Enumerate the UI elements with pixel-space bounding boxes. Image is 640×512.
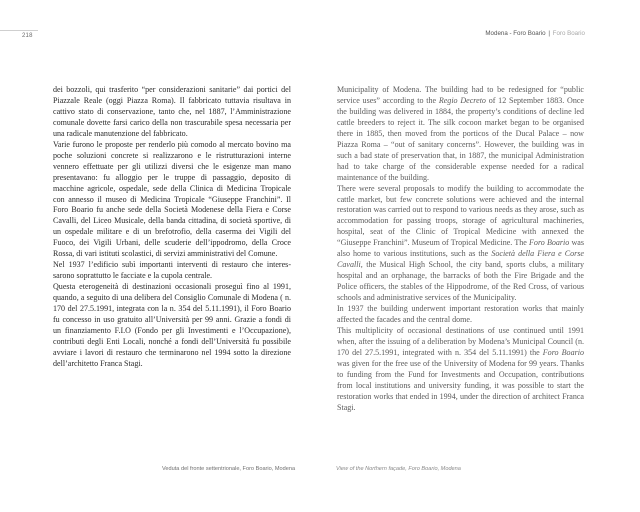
text-run: was given for the free use of the University of Modena for 99 years. Thanks to funding from the Fund for Investments and Occupation, contributions from local institutions and university funding, it was possible to start the restoration works that ended in 1994, under the direction of architect Franca Stagi.: [337, 358, 584, 412]
italic-term: Foro Boario: [529, 238, 570, 248]
italic-term: Foro Boario: [542, 347, 584, 357]
running-head: [485, 30, 585, 37]
running-head-section: Foro Boario: [552, 30, 585, 37]
text-run: was also home to various institutions, such as the: [337, 238, 584, 259]
running-head-separator: |: [548, 30, 550, 37]
text-run: Municipality of Modena. The building had to be redesigned for “public service uses” according to the: [337, 85, 584, 105]
page-number: 218: [22, 33, 33, 39]
text-run: , the Musical High School, the city band, sports clubs, a military hospital and an orphanage, the barracks of both the Fire Brigade and the Police officers, the stables of the Hippodrome, of the Red Cross, of various schools and administrative services of the Municipality.: [337, 260, 584, 303]
header-rule: [0, 30, 38, 31]
caption-english: View of the Northern façade, Foro Boario, Modena: [336, 466, 461, 472]
text-run: This multiplicity of occasional destinations of use continued until 1991 when, after the issuing of a deliberation by Modena’s Municipal Council (n. 170 del 27.5.1991, integrated with n. 354 del 5.11.1991) the: [337, 325, 584, 357]
english-paragraph: [337, 326, 584, 414]
italian-paragraph: Nel 1937 l’edificio subì importanti interventi di restauro che interessarono soprattutto le facciate e la cupola centrale.: [53, 260, 291, 281]
english-paragraph: In 1937 the building underwent important restoration works that mainly affected the facades and the central dome.: [337, 304, 584, 325]
italian-paragraph: dei bozzoli, qui trasferito “per considerazioni sanitarie” dai portici del Piazzale Reale (oggi Piazza Roma). Il fabbricato tuttavia risultava in cattivo stato di conservazione, tanto che, nel 1887, l’Amministrazione comunale dovette farsi carico della non trascurabile spesa necessaria per una radicale manutenzione del fabbricato.: [53, 85, 291, 138]
text-run: There were several proposals to modify the building to accommodate the cattle market, but few concrete solutions were achieved and the internal restoration was carried out to respond to various needs as they arose, such as accommodation for passing troops, storage of agricultural machineries, hospital, seat of the Clinic of Tropical Medicine with annexed the “Giuseppe Franchini”. Museum of Tropical Medicine. The: [337, 183, 584, 248]
english-text-column: [337, 85, 584, 414]
italian-paragraph: Questa eterogeneità di destinazioni occasionali proseguì fino al 1991, quando, a seguito di una delibera del Consiglio Comunale di Modena ( n. 170 del 27.5.1991, integrata con la n. 354 del 5.11.1991), il Foro Boario fu concesso in uso gratuito all’Università per 99 anni. Grazie a fondi di un finanziamento F.I.O (Fondo per gli Investimenti e l’Occupazione), contributi degli Enti Locali, nonché a fondi dell’Università fu possibile avviare i lavori di restauro che terminarono nel 1994 sotto la direzione dell’architetto Franca Stagi.: [53, 282, 291, 368]
running-head-main: Modena - Foro Boario: [485, 30, 546, 37]
italian-paragraph: Varie furono le proposte per renderlo più comodo al mercato bovino ma poche soluzioni concrete si realizzarono e le ristrutturazioni interne vennero effettuate per gli utilizzi diversi che le esigenze man mano presentavano: fu alloggio per le truppe di passaggio, deposito di macchine agricole, ospedale, sede della Clinica di Medicina Tropicale con annesso il museo di Medicina Tropicale “Giuseppe Franchini”. Il Foro Boario fu anche sede della Società Modenese della Fiera e Corse Cavalli, del Liceo Musicale, della banda cittadina, di società sportive, di un ospedale militare e di un brefotrofio, della caserma dei Vigili del Fuoco, dei Vigili Urbani, delle scuderie dell’ippodromo, della Croce Rossa, di vari istituti scolastici, di servizi amministrativi del Comune.: [53, 139, 291, 259]
text-run: of 12 September 1883. Once the building was delivered in 1884, the property’s conditions of decline led cattle breeders to reject it. The silk cocoon market began to be organised there in 1885, then moved from the porticos of the Ducal Palace – now Piazza Roma – “out of sanitary concerns”. However, the building was in such a bad state of preservation that, in 1887, the municipal Administration had to take charge of the considerable expense needed for a radical maintenance of the building.: [337, 95, 584, 182]
caption-italian: Veduta del fronte settentrionale, Foro Boario, Modena: [162, 466, 296, 472]
english-paragraph: [337, 184, 584, 304]
italic-term: Società della Fiera e Corse Cavalli: [337, 249, 585, 270]
english-paragraph: [337, 85, 584, 184]
italic-term: Regio Decreto: [438, 95, 486, 105]
italian-text-column: [53, 85, 291, 370]
